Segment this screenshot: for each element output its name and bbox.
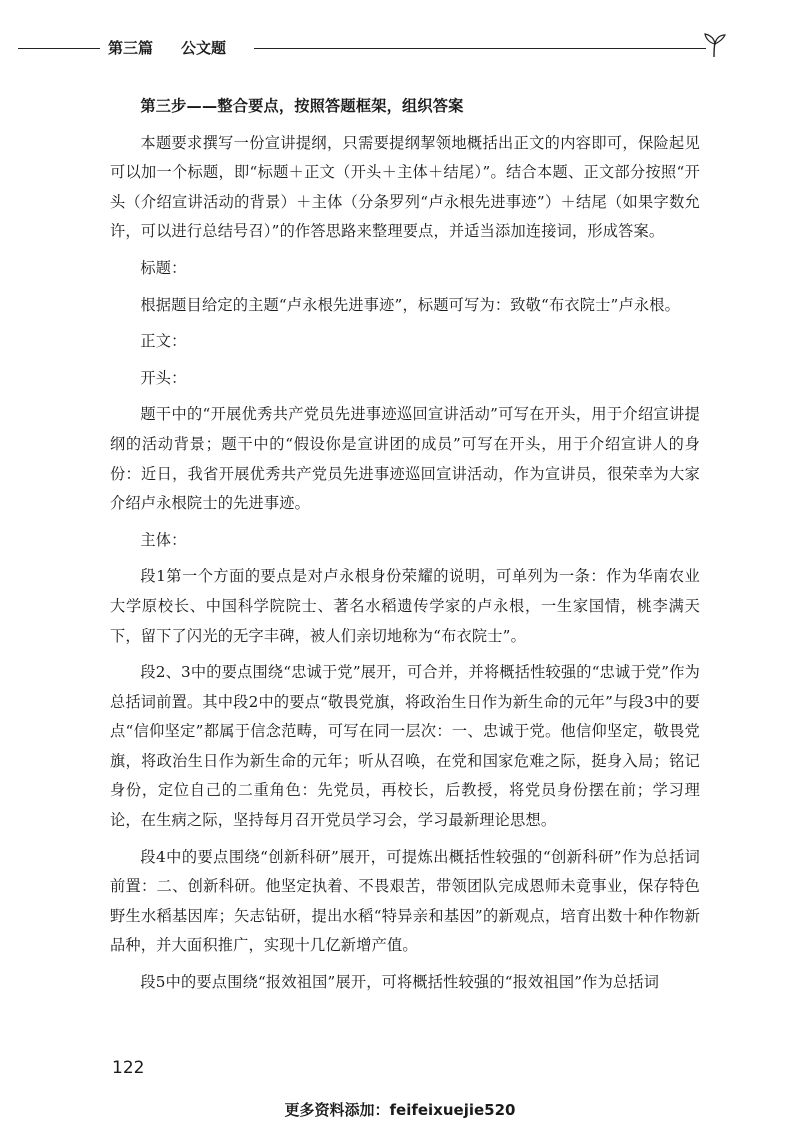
page-number: 122: [112, 1058, 145, 1078]
paragraph: 根据题目给定的主题“卢永根先进事迹”，标题可写为：致敬“布衣院士”卢永根。: [140, 295, 681, 314]
paragraph: 正文：: [140, 332, 187, 351]
header-chapter-label: 公文题: [181, 39, 227, 57]
paragraph: 标题：: [140, 258, 187, 277]
header-part-label: 第三篇: [108, 39, 154, 57]
paragraph: 段1第一个方面的要点是对卢永根身份荣耀的说明，可单列为一条：作为华南农业大学原校长、中国科学院院士、著名水稻遗传学家的卢永根，一生家国情，桃李满天下，留下了闪光的无字丰碑，被人们亲切地称为“布衣院士”。: [110, 567, 700, 645]
running-header: [18, 37, 718, 61]
step-heading: 第三步——整合要点，按照答题框架，组织答案: [140, 97, 464, 115]
paragraph: 段2、3中的要点围绕“忠诚于党”展开，可合并，并将概括性较强的“忠诚于党”作为总括词前置。其中段2中的要点“敬畏党旗，将政治生日作为新生命的元年”与段3中的要点“信仰坚定”都属于信念范畴，可写在同一层次：一、忠诚于党。他信仰坚定，敬畏党旗，将政治生日作为新生命的元年；听从召唤，在党和国家危难之际，挺身入局；铭记身份，定位自己的二重角色：先党员，再校长，后教授，将党员身份摆在前；学习理论，在生病之际，坚持每月召开党员学习会，学习最新理论思想。: [110, 663, 700, 830]
paragraph: 本题要求撰写一份宣讲提纲，只需要提纲挈领地概括出正文的内容即可，保险起见可以加一个标题，即“标题＋正文（开头＋主体＋结尾）”。结合本题、正文部分按照“开头（介绍宣讲活动的背景）＋主体（分条罗列“卢永根先进事迹”）＋结尾（如果字数允许，可以进行总结号召）”的作答思路来整理要点，并适当添加连接词，形成答案。: [110, 133, 700, 241]
paragraph: 题干中的“开展优秀共产党员先进事迹巡回宣讲活动”可写在开头，用于介绍宣讲提纲的活动背景；题干中的“假设你是宣讲团的成员”可写在开头，用于介绍宣讲人的身份：近日，我省开展优秀共产党员先进事迹巡回宣讲活动，作为宣讲员，很荣幸为大家介绍卢永根院士的先进事迹。: [110, 405, 700, 513]
paragraph: 段4中的要点围绕“创新科研”展开，可提炼出概括性较强的“创新科研”作为总括词前置：二、创新科研。他坚定执着、不畏艰苦，带领团队完成恩师未竟事业，保存特色野生水稻基因库；矢志钻研，提出水稻“特异亲和基因”的新观点，培育出数十种作物新品种，并大面积推广，实现十几亿新增产值。: [110, 847, 700, 955]
footer-note: 更多资料添加：feifeixuejie520: [284, 1101, 516, 1119]
sprout-icon: [698, 33, 730, 59]
body-text: [110, 92, 700, 1005]
paragraph: 主体：: [140, 530, 187, 549]
header-rule-left: [18, 48, 100, 49]
paragraph: 开头：: [140, 368, 187, 387]
header-rule-right: [254, 48, 706, 49]
paragraph: 段5中的要点围绕“报效祖国”展开，可将概括性较强的“报效祖国”作为总括词: [140, 973, 660, 992]
